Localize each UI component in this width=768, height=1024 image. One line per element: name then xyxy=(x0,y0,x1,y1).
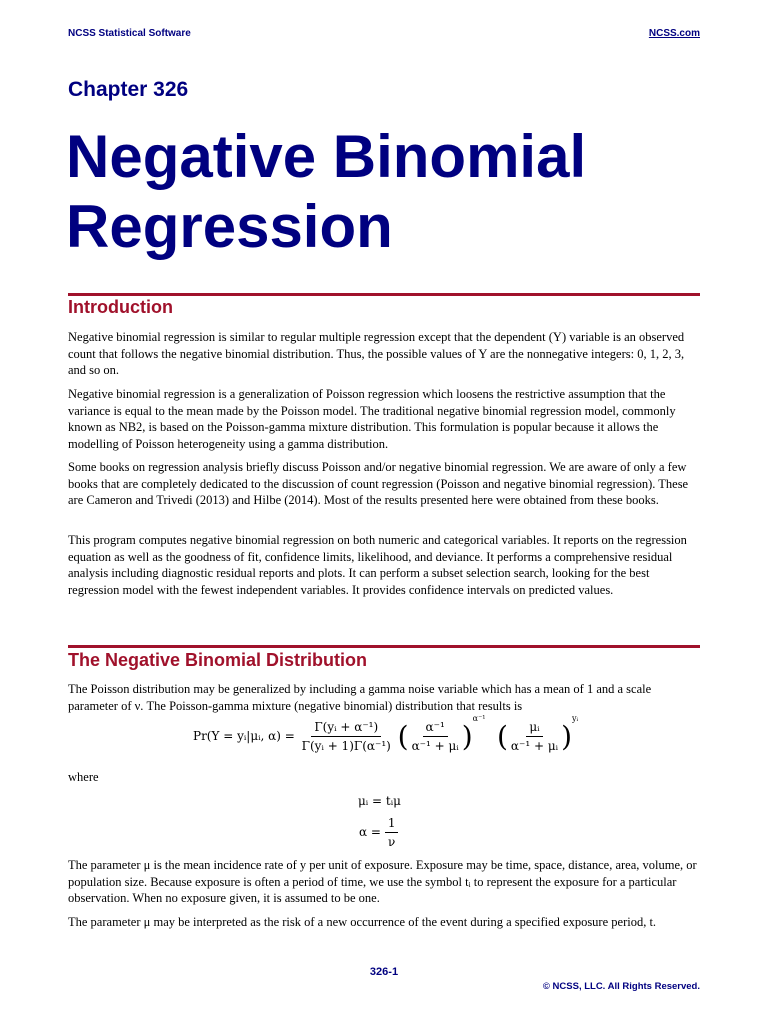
exponent-y: yᵢ xyxy=(572,714,579,723)
alpha-denominator: α⁻¹ + μᵢ xyxy=(411,739,459,753)
intro-paragraph-3: Some books on regression analysis briefly discuss Poisson and/or negative binomial regression. We are aware of only a few books that are completely dedicated to the discussion of count regression (Poisson and negative binomial regression). These are Cameron and Trivedi (2013) and Hilbe (2014). Most of the results presented here were obtained from these books. xyxy=(68,460,689,507)
alpha-lhs: α = xyxy=(359,825,381,839)
gamma-denominator: Γ(yᵢ + 1)Γ(α⁻¹) xyxy=(301,739,391,753)
section-divider xyxy=(68,293,700,296)
gamma-fraction xyxy=(299,720,394,753)
pmf-equation xyxy=(193,714,579,753)
mu-fraction xyxy=(508,720,561,753)
intro-paragraph-1: Negative binomial regression is similar to regular multiple regression except that the dependent (Y) variable is an observed count that follows the negative binomial distribution. Thus, the possible values of Y are the nonnegative integers: 0, 1, 2, 3, and so on. xyxy=(68,330,685,377)
alpha-def-denominator: ν xyxy=(387,835,396,849)
nbd-paragraph-3: The parameter μ may be interpreted as the risk of a new occurrence of the event during a specified exposure period, t. xyxy=(68,915,657,929)
paren-open: ( xyxy=(496,720,508,753)
nbd-paragraph-1: The Poisson distribution may be generalized by including a gamma noise variable which has a mean of 1 and a scale parameter of ν. The Poisson-gamma mixture (negative binomial) distribution that results is xyxy=(68,682,652,713)
header-website-link[interactable]: NCSS.com xyxy=(648,28,700,39)
header-software-name: NCSS Statistical Software xyxy=(68,28,191,39)
alpha-numerator: α⁻¹ xyxy=(423,720,448,737)
mu-denominator: α⁻¹ + μᵢ xyxy=(510,739,559,753)
section-heading-introduction: Introduction xyxy=(68,297,173,317)
title-line-1: Negative Binomial xyxy=(66,123,587,190)
alpha-def-numerator: 1 xyxy=(385,816,399,833)
title-line-2: Regression xyxy=(66,193,393,260)
gamma-numerator: Γ(yᵢ + α⁻¹) xyxy=(311,720,381,737)
paren-close: ) xyxy=(461,720,473,753)
section-heading-negative-binomial-distribution: The Negative Binomial Distribution xyxy=(68,650,368,670)
alpha-definition-equation xyxy=(359,816,398,849)
intro-paragraph-4: This program computes negative binomial regression on both numeric and categorical variables. It reports on the regression equation as well as the goodness of fit, confidence limits, likelihood, and deviance. It performs a comprehensive residual analysis including diagnostic residual reports and plots. It can perform a subset selection search, looking for the best regression model with the fewest independent variables. It provides confidence intervals on predicted values. xyxy=(68,533,687,597)
where-label: where xyxy=(68,770,99,784)
alpha-def-fraction xyxy=(385,816,399,849)
nbd-paragraph-2: The parameter μ is the mean incidence rate of y per unit of exposure. Exposure may be time, space, distance, area, volume, or population size. Because exposure is often a period of time, we use the symbol tᵢ to represent the exposure for a particular observation. When no exposure given, it is assumed to be one. xyxy=(68,858,697,905)
paren-open: ( xyxy=(397,720,409,753)
alpha-fraction xyxy=(409,720,462,753)
mu-definition-equation: μᵢ = tᵢμ xyxy=(358,794,401,808)
intro-paragraph-2: Negative binomial regression is a generalization of Poisson regression which loosens the restrictive assumption that the variance is equal to the mean made by the Poisson model. The traditional negative binomial regression model, commonly known as NB2, is based on the Poisson-gamma mixture distribution. This formulation is popular because it allows the modelling of Poisson heterogeneity using a gamma distribution. xyxy=(68,387,676,451)
page-number: 326-1 xyxy=(369,966,399,978)
page-title xyxy=(66,122,586,262)
exponent-alpha: α⁻¹ xyxy=(472,714,486,723)
pr-lhs: Pr(Y = yᵢ|μᵢ, α) = xyxy=(193,729,295,743)
mu-numerator: μᵢ xyxy=(526,720,542,737)
copyright-notice: © NCSS, LLC. All Rights Reserved. xyxy=(542,981,700,992)
section-divider xyxy=(68,645,700,648)
paren-close: ) xyxy=(561,720,572,753)
chapter-number: Chapter 326 xyxy=(68,78,189,101)
